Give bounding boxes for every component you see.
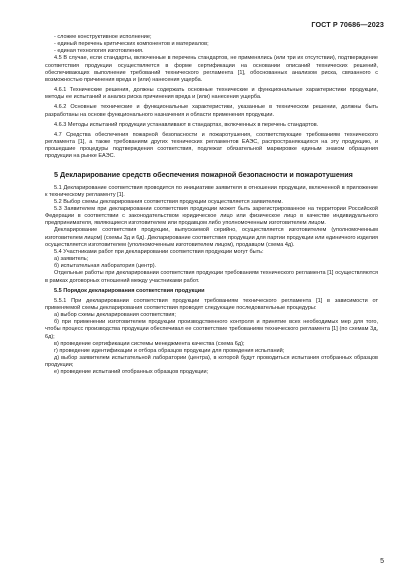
paragraph-4-5: 4.5 В случае, если стандарты, включенные в перечень стандартов, не применялись (или три их отсутствии), подтверждение соответствия продукции осуществляется в форме сертификации на основании описаний технических решений, обеспечивающих выполнение требований технического регламента [1], обоснованных анализом риска, связанного с возможностью причинения вреда и (или) нанесения ущерба. <box>45 55 378 83</box>
list-item: - единая технология изготовления. <box>54 48 144 55</box>
list-item: б) при применении изготовителем продукции производственного контроля и принятие всех необходимых мер для того, чтобы процесс производства продукции обеспечивал ее соответствие требованиям технического регламента [1] (по схемам 3д, 6д); <box>45 319 378 340</box>
list-item: е) проведение испытаний отобранных образцов продукции; <box>54 369 209 376</box>
paragraph-5-5-1: 5.5.1 При декларировании соответствия продукции требованиям технического регламента [1] в зависимости от применяемой схемы декларирования соответствия проводят следующие последовательные процедуры: <box>45 297 378 311</box>
paragraph-5-2: 5.2 Выбор схемы декларирования соответствия продукции осуществляется заявителем. <box>54 198 283 205</box>
paragraph-5-4: 5.4 Участниками работ при декларировании соответствия продукции могут быть: <box>54 248 264 255</box>
paragraph-4-6-1: 4.6.1 Технические решения, должны содержать основные технические и функциональные характеристики продукции, методы ее испытаний и анализ риска причинения вреда и (или) нанесения ущерба. <box>45 87 378 101</box>
standard-number: ГОСТ Р 70686—2023 <box>311 20 384 29</box>
list-item: б) испытательная лаборатория (центр). <box>54 263 157 270</box>
subsection-5-5-heading: 5.5 Порядок декларирования соответствия продукции <box>54 287 205 294</box>
list-item: а) заявитель; <box>54 256 89 263</box>
paragraph-5-1: 5.1 Декларирование соответствия проводится по инициативе заявителя в отношении продукции, включенной в приложение к техническому регламенту [1]. <box>45 184 378 198</box>
paragraph-4-6-2: 4.6.2 Основные технические и функциональные характеристики, указанные в техническом решении, должны быть разработаны на основе функционального назначения и области применения продукции. <box>45 104 378 118</box>
list-item: г) проведение идентификации и отбора образцов продукции для проведения испытаний; <box>54 347 285 354</box>
paragraph-5-3: 5.3 Заявителем при декларировании соответствия продукции может быть зарегистрированное на территории Российской Федерации в соответствии с законодательством юридическое лицо или физическое лицо в качестве индивидуального предпринимателя, являющиеся изготовителем или продавцом либо уполномоченным изготовителем лицом. <box>45 205 378 227</box>
list-item: д) выбор заявителем испытательной лаборатории (центра), в которой будут проводиться испытания отобранных образцов продукции; <box>45 355 378 369</box>
section-5-heading: 5 Декларирование средств обеспечения пожарной безопасности и пожаротушения <box>54 169 353 179</box>
paragraph-4-6-3: 4.6.3 Методы испытаний продукции устанавливают в стандартах, включенных в перечень стандартов. <box>54 121 319 128</box>
paragraph-4-7: 4.7 Средства обеспечения пожарной безопасности и пожаротушения, соответствующие требованиям технического регламента [1], а также требованиям других технических регламентов ЕАЭС, распространяющихся на эту продукцию, и прошедшие процедуры подтверждения соответствия, подлежат обязательной маркировке единым знаком обращения продукции на рынке ЕАЭС. <box>45 131 378 160</box>
list-item: а) выбор схемы декларирования соответствия; <box>54 312 176 319</box>
list-item: - сложее конструктивное исполнение; <box>54 34 152 40</box>
paragraph-5-3-cont: Декларирование соответствия продукции, выпускаемой серийно, осуществляется изготовителем (уполномоченным изготовителем лицом) (схемы 3д и 6д). Декларирование соответствия продукции для партии продукции или единичного изделия осуществляется изготовителем (уполномоченным изготовителем лицом), продавцом (схема 4д). <box>45 227 378 248</box>
list-item: в) проведение сертификации системы менеджмента качества (схема 6д); <box>54 340 245 347</box>
list-item: - единый перечень критических компонентов и материалов; <box>54 41 209 48</box>
page-number: 5 <box>380 558 384 565</box>
document-body <box>45 34 378 377</box>
paragraph-5-4-cont: Отдельные работы при декларировании соответствия продукции требованиям технического регламента [1] осуществляются в рамках договорных отношений между участниками работ. <box>45 270 378 284</box>
